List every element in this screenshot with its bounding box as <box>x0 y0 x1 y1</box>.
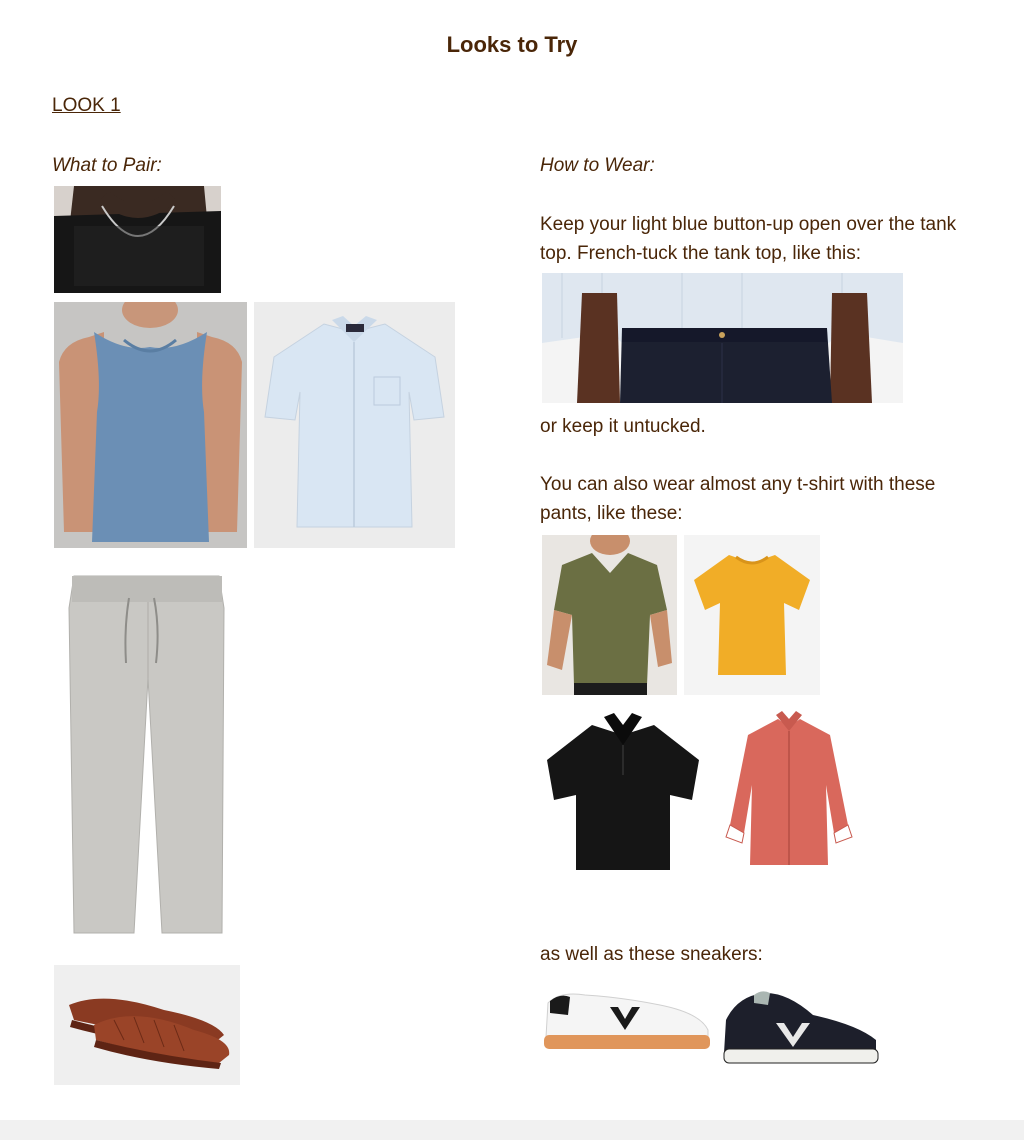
instruction-sneakers-text: as well as these sneakers: <box>540 944 763 965</box>
brown-woven-huarache-shoes-image <box>54 965 240 1085</box>
coral-linen-shirt-image <box>718 705 860 875</box>
light-blue-short-sleeve-shirt-image <box>254 302 455 548</box>
instruction-tshirts-text: You can also wear almost any t-shirt with these pants, like these: <box>540 474 936 524</box>
olive-v-neck-tshirt-image <box>542 535 677 695</box>
what-to-pair-heading: What to Pair: <box>52 155 162 176</box>
how-to-wear-heading: How to Wear: <box>540 155 655 176</box>
white-veja-sneaker-image <box>540 985 712 1057</box>
gray-linen-drawstring-pants-image <box>54 568 239 940</box>
look-1-label[interactable]: LOOK 1 <box>52 95 121 116</box>
instruction-tuck-text: Keep your light blue button-up open over the tank top. French-tuck the tank top, like this: <box>540 214 957 264</box>
french-tuck-example-image <box>542 273 903 403</box>
black-mesh-tank-with-chain-image <box>54 186 221 293</box>
page-title: Looks to Try <box>446 32 578 57</box>
page-bottom-band <box>0 1120 1024 1140</box>
black-veja-sneaker-image <box>718 985 882 1073</box>
yellow-tshirt-image <box>684 535 820 695</box>
instruction-untucked-text: or keep it untucked. <box>540 416 706 437</box>
black-polo-image <box>542 705 704 875</box>
blue-tank-top-image <box>54 302 247 548</box>
